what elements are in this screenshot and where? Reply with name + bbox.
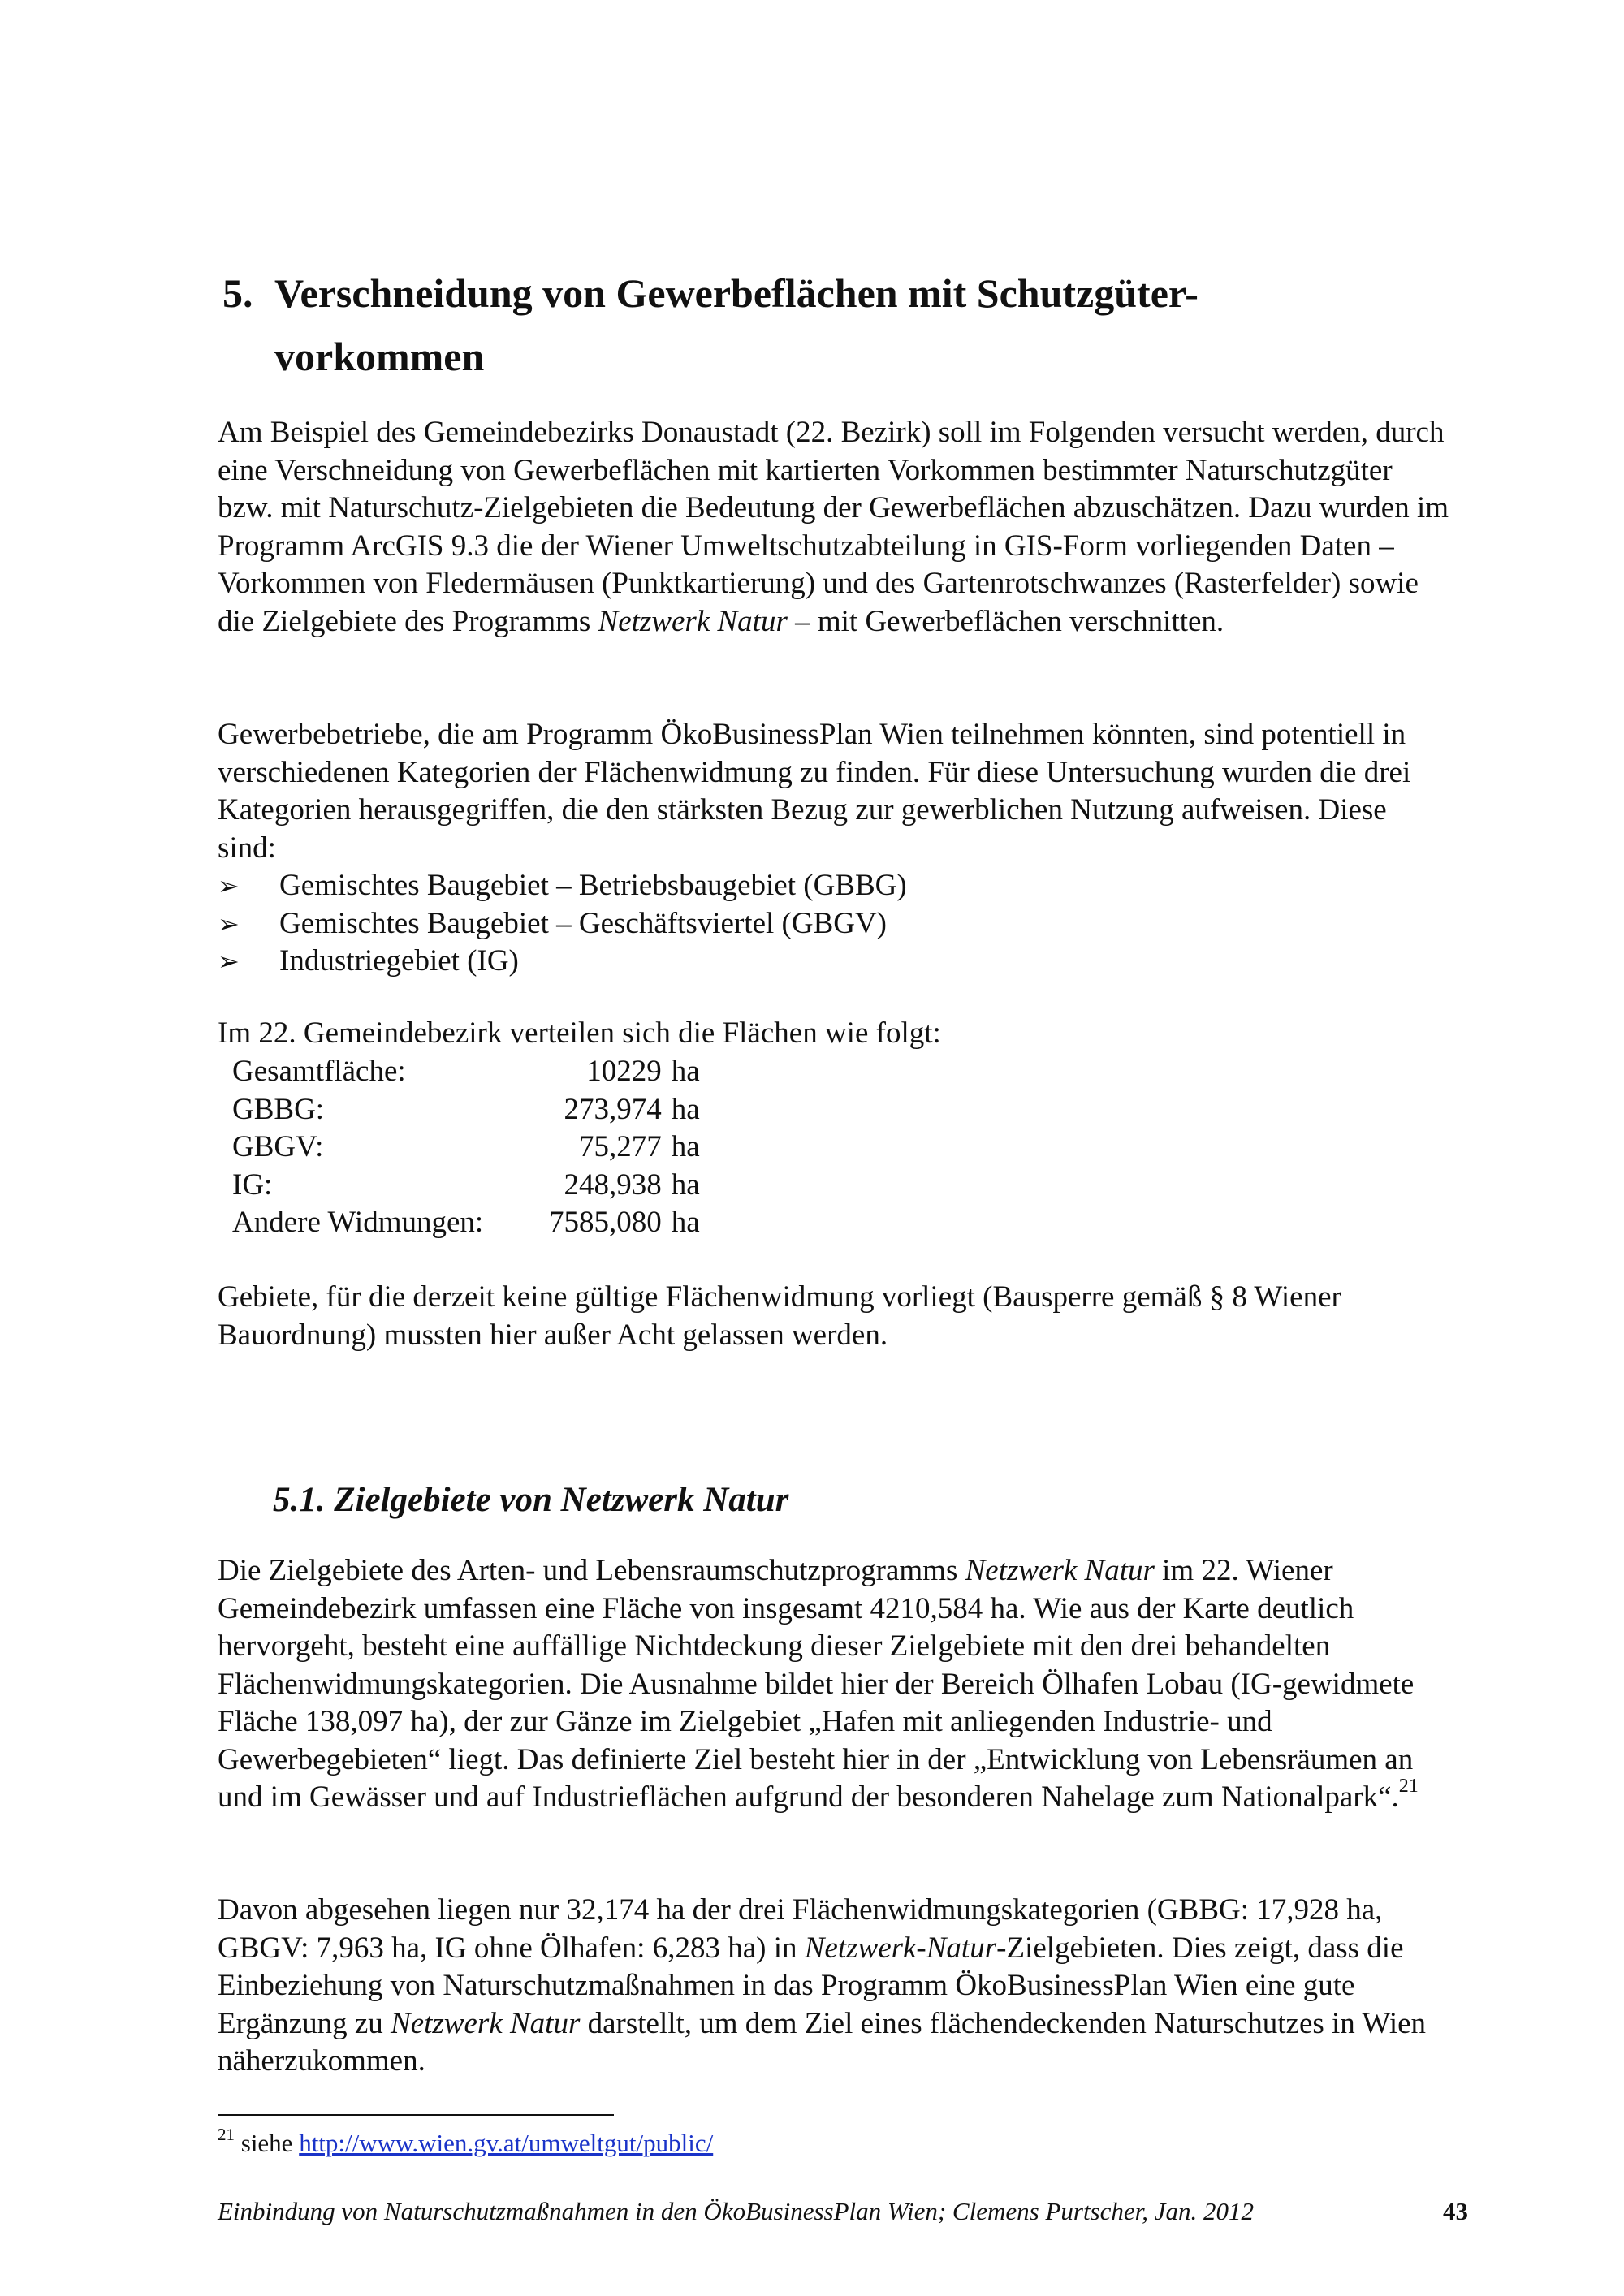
distribution-intro: Im 22. Gemeindebezirk verteilen sich die Flächen wie folgt:: [218, 1016, 941, 1050]
footer-text: Einbindung von Naturschutzmaßnahmen in den ÖkoBusinessPlan Wien; Clemens Purtscher, Jan. 2012: [218, 2197, 1255, 2225]
section-heading: 5.1. Zielgebiete von Netzwerk Natur: [273, 1481, 789, 1519]
footnote-text: siehe: [240, 2129, 293, 2157]
table-row: [232, 1053, 700, 1091]
intro-text: Am Beispiel des Gemeindebezirks Donaustadt (22. Bezirk) soll im Folgenden versucht werden, durch eine Verschneidung von Gewerbeflächen mit kartierten Vorkommen bestimmter Naturschutzgüter bzw. mit Naturschutz-Zielgebieten die Bedeutung der Gewerbeflächen abzuschätzen. Dazu wurden im Programm ArcGIS 9.3 die der Wiener Umweltschutzabteilung in GIS-Form vorliegenden Daten – Vorkommen von Fledermäusen (Punktkartierung) und des Gartenrotschwanzes (Rasterfelder) sowie die Zielgebiete des Programms: [218, 416, 1449, 638]
footnote: [218, 2127, 713, 2160]
row-unit: ha: [671, 1092, 700, 1126]
row-value: 75,277: [579, 1130, 662, 1163]
row-value: 248,938: [564, 1167, 662, 1202]
p5-text-c: darstellt, um dem Ziel eines flächendeckenden Naturschutzes in Wien näherzukommen.: [218, 2006, 1427, 2078]
chapter-number: 5.: [222, 270, 253, 316]
page-number: 43: [1443, 2197, 1468, 2225]
row-unit: ha: [671, 1130, 700, 1163]
p5-text-a: Davon abgesehen liegen nur 32,174 ha der drei Flächenwidmungskategorien (GBBG: 17,928 ha, GBGV: 7,963 ha, IG ohne Ölhafen: 6,283 ha) in: [218, 1893, 1383, 1965]
category-list: [218, 867, 907, 981]
row-unit: ha: [671, 1167, 700, 1202]
row-label: GBBG:: [232, 1092, 325, 1126]
footnote-link[interactable]: http://www.wien.gv.at/umweltgut/public/: [299, 2129, 714, 2157]
list-item: [218, 867, 907, 905]
table-row: [232, 1091, 700, 1129]
table-row: [232, 1129, 700, 1167]
row-value: 10229: [586, 1055, 662, 1088]
p4-text-a: Die Zielgebiete des Arten- und Lebensraumschutzprogramms: [218, 1554, 965, 1587]
list-item: [218, 905, 907, 943]
p5-italic-2: Netzwerk Natur: [391, 2006, 581, 2040]
chapter-title-line-1: Verschneidung von Gewerbeflächen mit Schutzgüter-: [274, 270, 1199, 316]
row-unit: ha: [671, 1055, 700, 1088]
list-item-text: Gemischtes Baugebiet – Betriebsbaugebiet (GBBG): [279, 869, 907, 902]
row-label: GBGV:: [232, 1130, 324, 1163]
zoning-note-paragraph: Gebiete, für die derzeit keine gültige Flächenwidmung vorliegt (Bausperre gemäß § 8 Wiener Bauordnung) mussten hier außer Acht gelassen werden.: [218, 1280, 1341, 1352]
arrow-bullet-icon: ➢: [218, 908, 240, 939]
row-value: 7585,080: [549, 1206, 662, 1239]
footnote-reference[interactable]: 21: [1398, 1776, 1419, 1797]
p5-text-b: -Zielgebieten. Dies zeigt, dass die Einbeziehung von Naturschutzmaßnahmen in das Programm ÖkoBusinessPlan Wien eine gute Ergänzung zu: [218, 1931, 1404, 2040]
page-footer: [218, 2195, 1468, 2228]
footnote-divider: [218, 2114, 614, 2116]
row-label: IG:: [232, 1167, 273, 1202]
table-row: [232, 1204, 700, 1242]
list-item-text: Industriegebiet (IG): [279, 944, 519, 978]
chapter-title-line-2: vorkommen: [274, 334, 485, 379]
intro-italic-program: Netzwerk Natur: [598, 604, 788, 638]
p5-italic-1: Netzwerk-Natur: [804, 1931, 997, 1965]
chapter-heading: [222, 261, 1440, 388]
row-label: Andere Widmungen:: [232, 1206, 484, 1239]
conclusion-paragraph: [218, 1892, 1452, 2081]
footnote-number: 21: [218, 2125, 235, 2144]
categories-paragraph: Gewerbebetriebe, die am Programm ÖkoBusinessPlan Wien teilnehmen könnten, sind potentiell in verschiedenen Kategorien der Flächenwidmung zu finden. Für diese Untersuchung wurden die drei Kategorien herausgegriffen, die den stärksten Bezug zur gewerblichen Nutzung aufweisen. Diese sind:: [218, 718, 1411, 865]
intro-text-end: – mit Gewerbeflächen verschnitten.: [787, 604, 1224, 638]
p4-text-b: im 22. Wiener Gemeindebezirk umfassen eine Fläche von insgesamt 4210,584 ha. Wie aus der Karte deutlich hervorgeht, besteht eine auffällige Nichtdeckung dieser Zielgebiete mit den drei behandelten Flächenwidmungskategorien. Die Ausnahme bildet hier der Bereich Ölhafen Lobau (IG-gewidmete Fläche 138,097 ha), der zur Gänze im Zielgebiet „Hafen mit anliegenden Industrie- und Gewerbegebieten“ liegt. Das definierte Ziel besteht hier in der „Entwicklung von Lebensräumen an und im Gewässer und auf Industrieflächen aufgrund der besonderen Nahelage zum Nationalpark“.: [218, 1554, 1415, 1814]
intro-paragraph: [218, 414, 1452, 641]
target-areas-paragraph: [218, 1552, 1452, 1817]
arrow-bullet-icon: ➢: [218, 946, 240, 977]
table-row: [232, 1167, 700, 1205]
list-item-text: Gemischtes Baugebiet – Geschäftsviertel (GBGV): [279, 906, 888, 940]
row-label: Gesamtfläche:: [232, 1055, 406, 1088]
area-distribution-table: [232, 1053, 700, 1242]
row-value: 273,974: [564, 1092, 662, 1126]
list-item: [218, 943, 907, 981]
row-unit: ha: [671, 1206, 700, 1239]
arrow-bullet-icon: ➢: [218, 870, 240, 901]
p4-italic-program: Netzwerk Natur: [965, 1554, 1155, 1587]
